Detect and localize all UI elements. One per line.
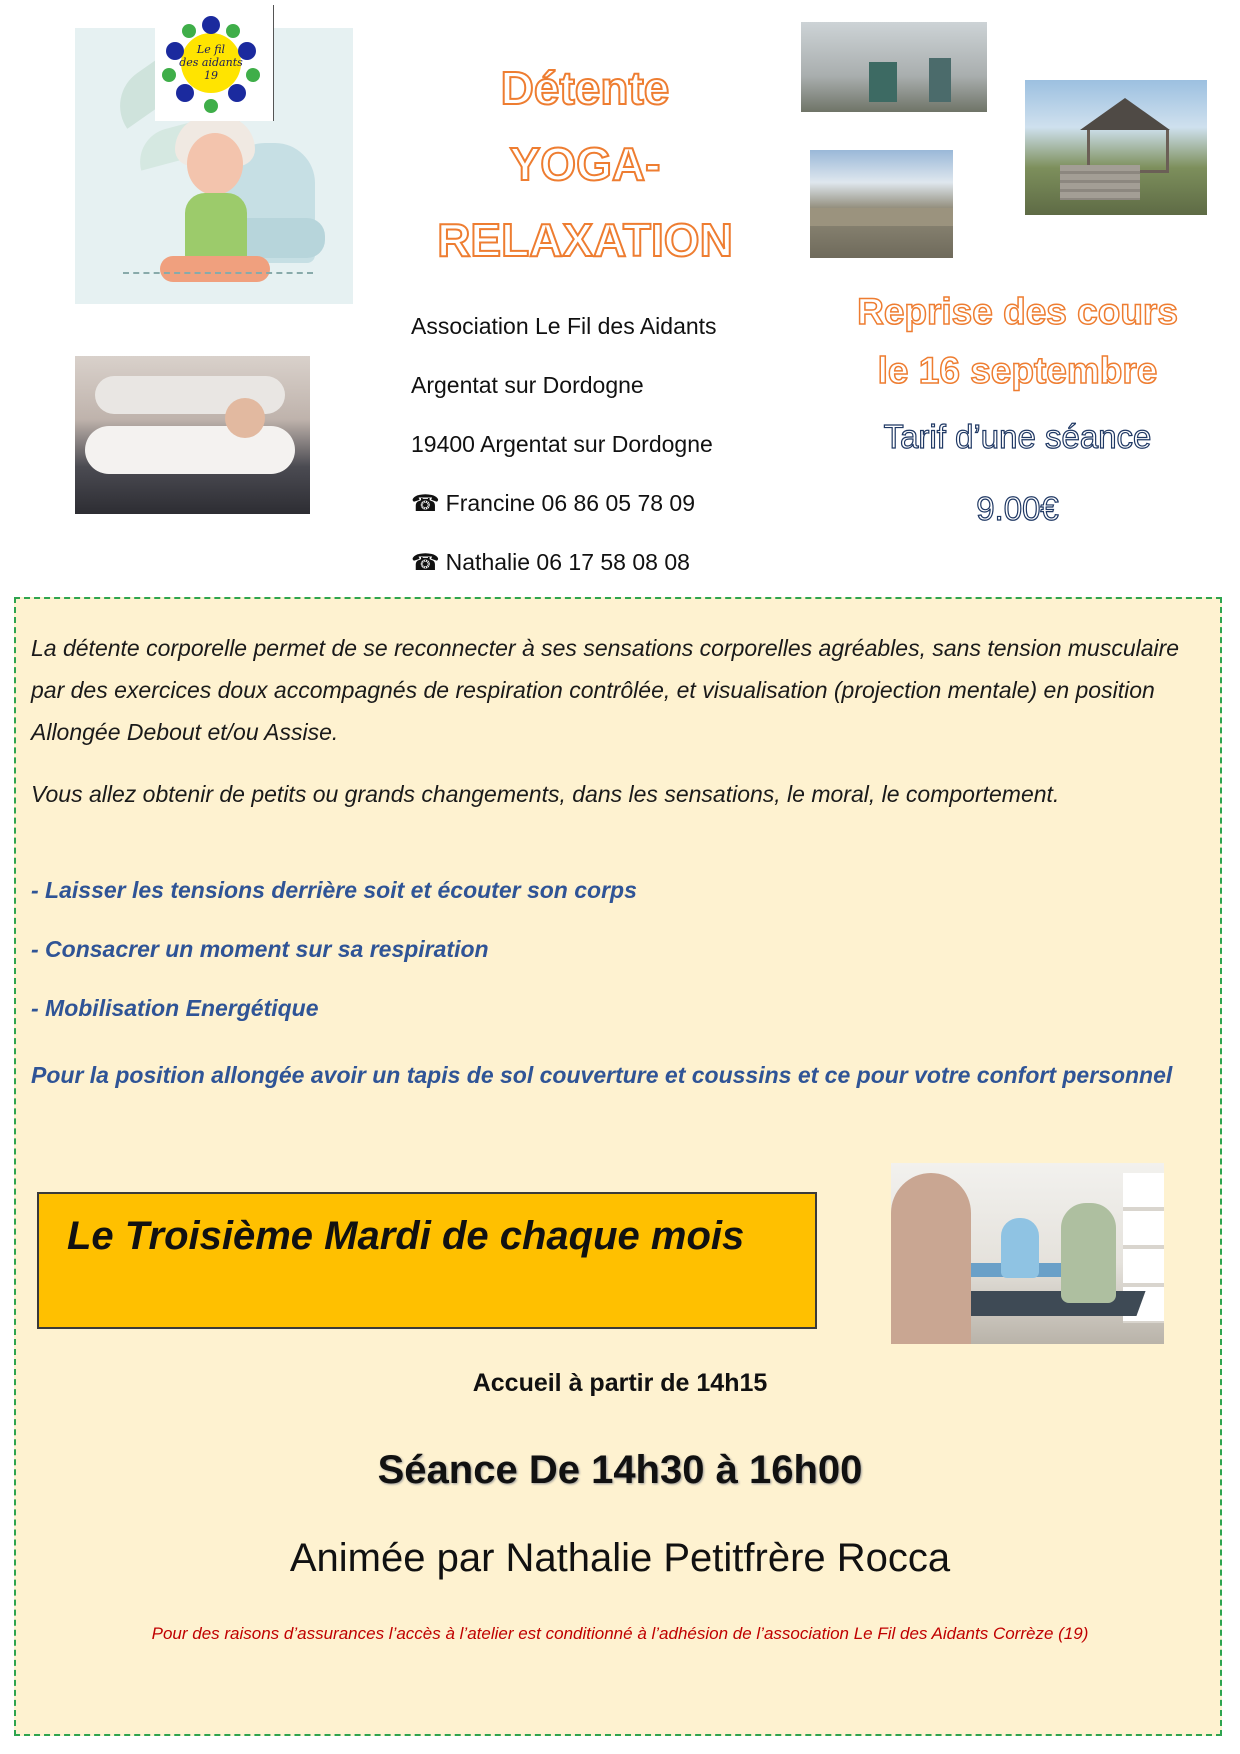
title-line-1: Détente bbox=[500, 62, 670, 114]
instructor-line: Animée par Nathalie Petitfrère Rocca bbox=[289, 1536, 951, 1580]
phone-francine-text: Francine 06 86 05 78 09 bbox=[445, 490, 696, 516]
schedule-highlight-text: Le Troisième Mardi de chaque mois bbox=[67, 1214, 745, 1258]
page-title bbox=[395, 50, 775, 278]
title-line-2: YOGA- bbox=[509, 138, 661, 190]
reprise-line-2: le 16 septembre bbox=[877, 350, 1158, 391]
bullet-mobilisation: - Mobilisation Energétique bbox=[31, 995, 319, 1021]
bullet-respiration: - Consacrer un moment sur sa respiration bbox=[31, 936, 489, 962]
logo-text-line3: 19 bbox=[204, 69, 218, 82]
contact-block bbox=[411, 313, 771, 608]
reprise-heading bbox=[830, 282, 1205, 400]
reprise-line-1: Reprise des cours bbox=[857, 291, 1178, 332]
schedule-highlight bbox=[37, 1192, 817, 1329]
title-line-3: RELAXATION bbox=[437, 214, 733, 266]
description-paragraph: La détente corporelle permet de se reconnecter à ses sensations corporelles agréables, sans tension musculaire par des exercices doux accompagnés de respiration contrôlée, et visualisation (projection mentale) en position Allongée Debout et/ou Assise. bbox=[31, 635, 1180, 745]
seance-time: Séance De 14h30 à 16h00 bbox=[377, 1448, 863, 1492]
garden-wall-photo bbox=[810, 150, 953, 258]
accueil-time: Accueil à partir de 14h15 bbox=[472, 1369, 768, 1397]
phone-icon: ☎ bbox=[411, 550, 440, 576]
postal-address: 19400 Argentat sur Dordogne bbox=[411, 431, 713, 457]
town: Argentat sur Dordogne bbox=[411, 372, 644, 398]
yoga-class-photo bbox=[891, 1163, 1164, 1344]
gazebo-photo bbox=[1025, 80, 1207, 215]
logo-text-line1: Le fil bbox=[196, 43, 226, 56]
tarif-label: Tarif d’une séance bbox=[883, 418, 1152, 455]
phone-nathalie-text: Nathalie 06 17 58 08 08 bbox=[445, 549, 690, 575]
phone-francine bbox=[411, 490, 771, 549]
association-logo bbox=[155, 5, 274, 121]
relaxation-photo bbox=[75, 356, 310, 514]
equipment-note: Pour la position allongée avoir un tapis de sol couverture et coussins et ce pour votre confort personnel bbox=[31, 1062, 1173, 1088]
building-photo bbox=[801, 22, 987, 112]
association-name: Association Le Fil des Aidants bbox=[411, 313, 717, 339]
bullet-tensions: - Laisser les tensions derrière soit et écouter son corps bbox=[31, 877, 637, 903]
logo-text-line2: des aidants bbox=[179, 56, 243, 69]
price-value: 9.00€ bbox=[976, 490, 1059, 527]
insurance-footnote: Pour des raisons d’assurances l’accès à l’atelier est conditionné à l’adhésion de l’association Le Fil des Aidants Corrèze (19) bbox=[151, 1624, 1089, 1643]
benefits-paragraph: Vous allez obtenir de petits ou grands changements, dans les sensations, le moral, le comportement. bbox=[31, 781, 1060, 807]
phone-icon: ☎ bbox=[411, 491, 440, 517]
